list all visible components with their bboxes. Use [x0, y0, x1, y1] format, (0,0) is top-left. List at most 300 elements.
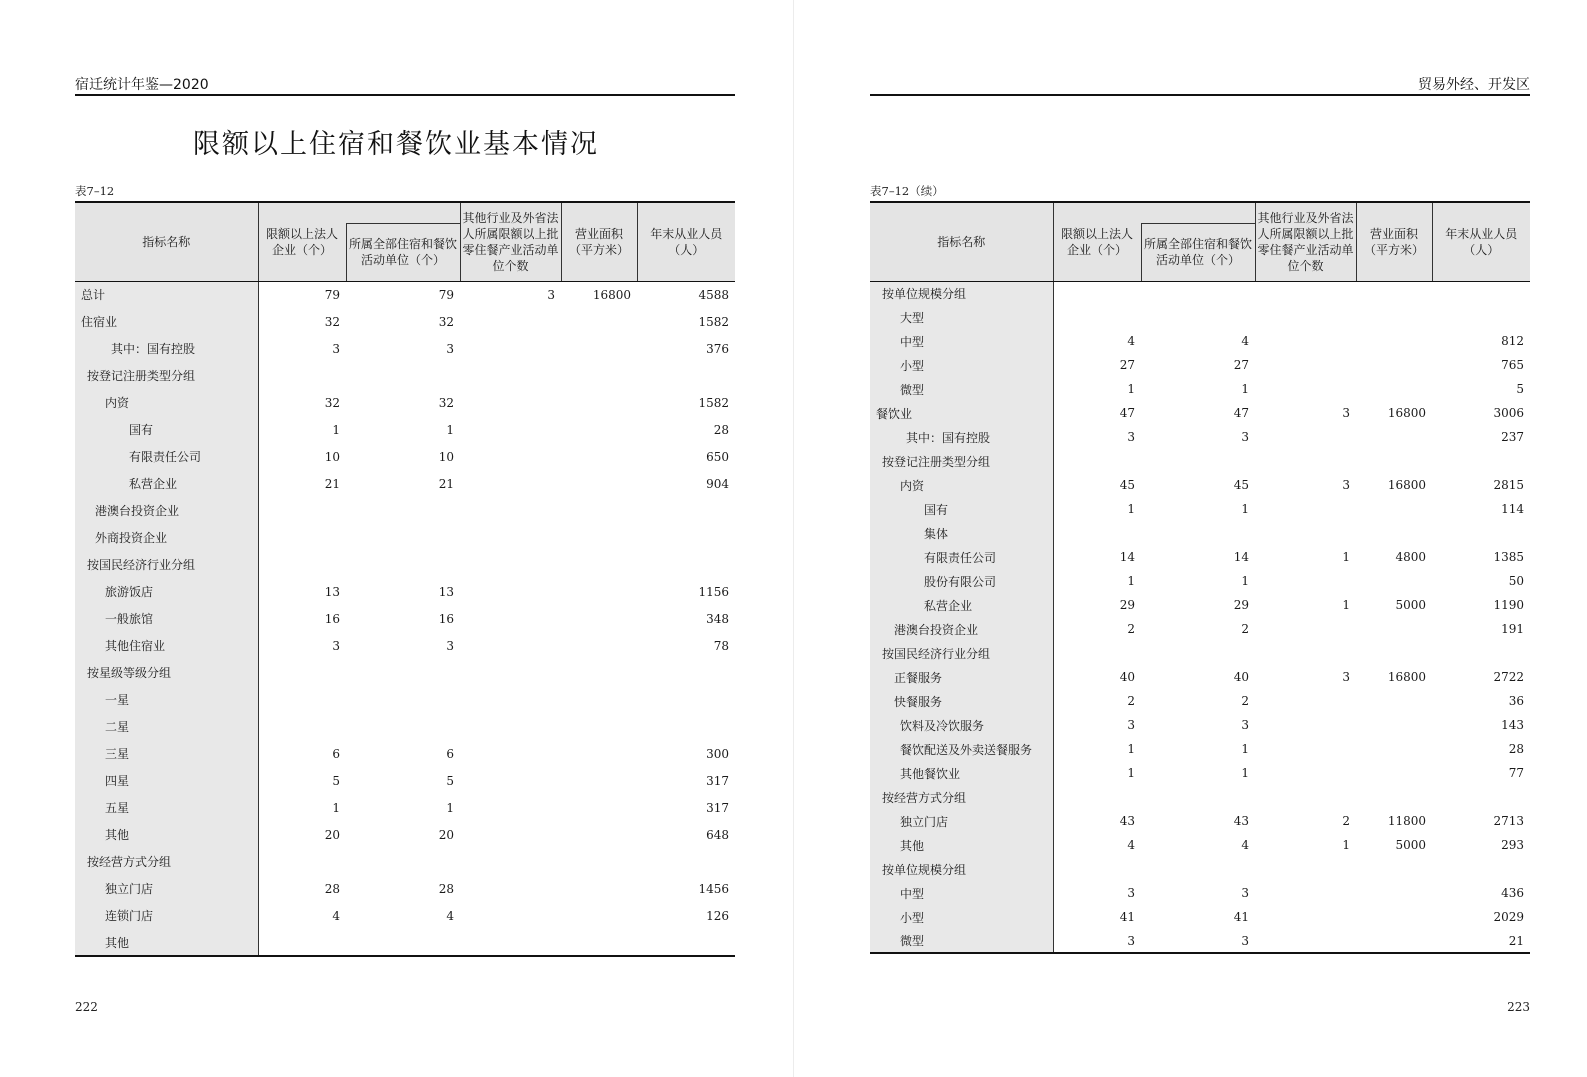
table-body: [870, 281, 1530, 953]
cell-enterprises: [258, 524, 346, 551]
cell-enterprises: [1053, 521, 1141, 545]
cell-enterprises: 14: [1119, 550, 1135, 564]
cell-area: [1356, 521, 1432, 545]
book-spine: [793, 0, 794, 1077]
row-label: 内资: [75, 389, 258, 416]
statistics-table: [75, 201, 735, 957]
cell-other: [1255, 497, 1356, 521]
cell-other: [460, 929, 561, 956]
cell-enterprises: 20: [324, 827, 340, 842]
row-label: 其他: [75, 929, 258, 956]
cell-staff: 1385: [1493, 550, 1524, 564]
cell-staff: 143: [1501, 718, 1524, 732]
row-label: 其中：国有控股: [870, 425, 1053, 449]
header-rule: [870, 94, 1530, 96]
cell-area: 5000: [1395, 598, 1426, 612]
cell-units: [346, 848, 460, 875]
table-row: [870, 281, 1530, 305]
cell-area: [561, 821, 637, 848]
cell-enterprises: 29: [1119, 598, 1135, 612]
table-row: [870, 905, 1530, 929]
cell-units: [1141, 521, 1255, 545]
cell-staff: 126: [706, 908, 729, 923]
cell-other: [1255, 353, 1356, 377]
cell-enterprises: 27: [1119, 358, 1135, 372]
cell-other: [1255, 641, 1356, 665]
cell-staff: 4588: [698, 287, 729, 302]
cell-units: 29: [1233, 598, 1249, 612]
cell-enterprises: 6: [332, 746, 340, 761]
cell-other: 1: [1342, 550, 1350, 564]
row-label: 正餐服务: [870, 665, 1053, 689]
cell-enterprises: 45: [1119, 478, 1135, 492]
cell-staff: [1432, 857, 1530, 881]
cell-area: [561, 308, 637, 335]
header-enterprises: 限额以上法人企业（个）: [258, 202, 346, 281]
cell-enterprises: 4: [1127, 838, 1135, 852]
table-body: [75, 281, 735, 956]
cell-enterprises: [258, 713, 346, 740]
cell-staff: 436: [1501, 886, 1524, 900]
cell-other: [1255, 617, 1356, 641]
row-label: 有限责任公司: [870, 545, 1053, 569]
cell-staff: [637, 524, 735, 551]
row-label: 按登记注册类型分组: [870, 449, 1053, 473]
table-row: [75, 794, 735, 821]
cell-enterprises: 2: [1127, 622, 1135, 636]
cell-other: [460, 470, 561, 497]
header-units: 所属全部住宿和餐饮活动单位（个）: [1141, 223, 1255, 281]
left-page: [75, 0, 735, 1077]
row-label: 旅游饭店: [75, 578, 258, 605]
cell-area: [561, 551, 637, 578]
cell-staff: [1432, 449, 1530, 473]
cell-units: 1: [446, 422, 454, 437]
cell-staff: 300: [706, 746, 729, 761]
table-row: [75, 470, 735, 497]
table-row: [870, 521, 1530, 545]
cell-units: 2: [1241, 622, 1249, 636]
row-label: 快餐服务: [870, 689, 1053, 713]
cell-area: [561, 578, 637, 605]
cell-units: 16: [438, 611, 454, 626]
cell-staff: 1582: [698, 395, 729, 410]
header-blank-cell: [346, 202, 460, 223]
row-label: 总计: [75, 281, 258, 308]
cell-enterprises: 4: [332, 908, 340, 923]
cell-units: [1141, 785, 1255, 809]
row-label: 住宿业: [75, 308, 258, 335]
cell-enterprises: 32: [324, 314, 340, 329]
header-other-units: 其他行业及外省法人所属限额以上批零住餐产业活动单位个数: [1255, 202, 1356, 281]
row-label: 港澳台投资企业: [870, 617, 1053, 641]
header-staff: 年末从业人员（人）: [637, 202, 735, 281]
row-label: 三星: [75, 740, 258, 767]
table-row: [75, 389, 735, 416]
cell-other: [460, 389, 561, 416]
cell-staff: 1156: [698, 584, 729, 599]
cell-units: 10: [438, 449, 454, 464]
cell-staff: 28: [1508, 742, 1524, 756]
cell-staff: 2713: [1493, 814, 1524, 828]
cell-other: 3: [547, 287, 555, 302]
cell-area: [1356, 569, 1432, 593]
cell-other: 3: [1342, 406, 1350, 420]
cell-area: [561, 605, 637, 632]
cell-enterprises: 3: [1053, 929, 1141, 953]
table-row: [870, 545, 1530, 569]
row-label: 按登记注册类型分组: [75, 362, 258, 389]
cell-enterprises: 3: [332, 638, 340, 653]
cell-staff: 2722: [1493, 670, 1524, 684]
header-enterprises: 限额以上法人企业（个）: [1053, 202, 1141, 281]
cell-enterprises: 1: [1127, 382, 1135, 396]
cell-enterprises: [1053, 641, 1141, 665]
row-label: 饮料及冷饮服务: [870, 713, 1053, 737]
table-row: [75, 902, 735, 929]
cell-enterprises: 79: [324, 287, 340, 302]
cell-enterprises: [1053, 449, 1141, 473]
header-rule: [75, 94, 735, 96]
cell-area: [1356, 329, 1432, 353]
cell-units: 3: [1241, 886, 1249, 900]
cell-staff: 2029: [1493, 910, 1524, 924]
cell-area: [1356, 929, 1432, 953]
cell-area: [1356, 305, 1432, 329]
cell-area: 5000: [1395, 838, 1426, 852]
table-row: [75, 686, 735, 713]
cell-staff: [637, 551, 735, 578]
cell-units: 3: [1241, 718, 1249, 732]
cell-other: [1255, 305, 1356, 329]
cell-enterprises: 21: [324, 476, 340, 491]
row-label: 其他住宿业: [75, 632, 258, 659]
header-area: 营业面积（平方米）: [561, 202, 637, 281]
row-label: 集体: [870, 521, 1053, 545]
table-row: [75, 821, 735, 848]
cell-units: 1: [1241, 382, 1249, 396]
cell-other: [460, 713, 561, 740]
cell-other: 1: [1342, 598, 1350, 612]
cell-enterprises: [1053, 857, 1141, 881]
row-label: 私营企业: [75, 470, 258, 497]
row-label: 按单位规模分组: [870, 281, 1053, 305]
cell-units: [346, 551, 460, 578]
cell-enterprises: 40: [1119, 670, 1135, 684]
cell-units: 47: [1233, 406, 1249, 420]
cell-other: [460, 551, 561, 578]
cell-enterprises: 1: [1127, 742, 1135, 756]
table-row: [75, 281, 735, 308]
cell-staff: [1432, 281, 1530, 305]
cell-enterprises: 28: [324, 881, 340, 896]
cell-staff: 650: [706, 449, 729, 464]
cell-area: [561, 416, 637, 443]
cell-area: [1356, 377, 1432, 401]
cell-units: 41: [1233, 910, 1249, 924]
cell-enterprises: 1: [332, 422, 340, 437]
cell-staff: 317: [706, 773, 729, 788]
cell-units: 2: [1241, 694, 1249, 708]
table-row: [75, 632, 735, 659]
cell-staff: 50: [1508, 574, 1524, 588]
page-number: 223: [1507, 1000, 1530, 1014]
cell-units: 32: [438, 314, 454, 329]
cell-other: [1255, 737, 1356, 761]
row-label: 五星: [75, 794, 258, 821]
table-row: [75, 929, 735, 956]
table-row: [75, 713, 735, 740]
cell-area: [561, 767, 637, 794]
cell-other: [1255, 425, 1356, 449]
cell-units: 4: [1241, 838, 1249, 852]
row-label: 中型: [870, 881, 1053, 905]
cell-area: 11800: [1387, 814, 1426, 828]
table-row: [75, 335, 735, 362]
header-units: 所属全部住宿和餐饮活动单位（个）: [346, 223, 460, 281]
header-staff: 年末从业人员（人）: [1432, 202, 1530, 281]
cell-staff: [637, 848, 735, 875]
row-label: 其中：国有控股: [75, 335, 258, 362]
cell-staff: [637, 686, 735, 713]
cell-enterprises: 10: [324, 449, 340, 464]
cell-units: 27: [1233, 358, 1249, 372]
row-label: 小型: [870, 353, 1053, 377]
row-label: 内资: [870, 473, 1053, 497]
cell-units: 3: [446, 341, 454, 356]
header-other-units: 其他行业及外省法人所属限额以上批零住餐产业活动单位个数: [460, 202, 561, 281]
cell-other: [460, 443, 561, 470]
table-row: [870, 449, 1530, 473]
cell-area: 16800: [1387, 670, 1426, 684]
cell-staff: [1432, 521, 1530, 545]
cell-area: [561, 470, 637, 497]
cell-enterprises: [1053, 281, 1141, 305]
row-label: 外商投资企业: [75, 524, 258, 551]
cell-area: [1356, 497, 1432, 521]
table-row: [870, 665, 1530, 689]
cell-units: [346, 524, 460, 551]
cell-enterprises: 1: [332, 800, 340, 815]
cell-area: [561, 524, 637, 551]
cell-units: [346, 362, 460, 389]
cell-enterprises: 3: [1127, 886, 1135, 900]
table-row: [870, 401, 1530, 425]
cell-staff: 812: [1501, 334, 1524, 348]
cell-units: 21: [438, 476, 454, 491]
cell-staff: 348: [706, 611, 729, 626]
cell-other: [460, 794, 561, 821]
cell-enterprises: 32: [324, 395, 340, 410]
running-head: 宿迁统计年鉴—2020: [75, 77, 209, 93]
cell-area: [561, 389, 637, 416]
cell-units: [346, 713, 460, 740]
cell-staff: 114: [1501, 502, 1524, 516]
cell-enterprises: [258, 848, 346, 875]
cell-area: [561, 497, 637, 524]
cell-staff: [637, 929, 735, 956]
row-label: 按国民经济行业分组: [75, 551, 258, 578]
table-row: [870, 689, 1530, 713]
cell-other: [1255, 449, 1356, 473]
cell-other: [460, 362, 561, 389]
table-row: [870, 929, 1530, 953]
cell-other: [1255, 713, 1356, 737]
row-label: 按星级等级分组: [75, 659, 258, 686]
cell-area: [561, 875, 637, 902]
row-label: 微型: [870, 377, 1053, 401]
cell-area: [561, 794, 637, 821]
cell-area: [1356, 905, 1432, 929]
table-label: 表7–12（续）: [870, 184, 944, 198]
table-row: [870, 857, 1530, 881]
cell-staff: 78: [713, 638, 729, 653]
header-indicator: 指标名称: [75, 202, 258, 281]
cell-enterprises: 2: [1127, 694, 1135, 708]
table-row: [870, 761, 1530, 785]
cell-area: [1356, 425, 1432, 449]
cell-staff: 1456: [698, 881, 729, 896]
cell-area: [1356, 881, 1432, 905]
cell-area: [1356, 857, 1432, 881]
cell-staff: 77: [1508, 766, 1524, 780]
cell-units: [1141, 857, 1255, 881]
table-row: [870, 881, 1530, 905]
cell-other: [460, 605, 561, 632]
row-label: 一般旅馆: [75, 605, 258, 632]
cell-staff: 765: [1501, 358, 1524, 372]
table-row: [75, 875, 735, 902]
cell-other: [460, 632, 561, 659]
cell-other: [460, 767, 561, 794]
row-label: 餐饮配送及外卖送餐服务: [870, 737, 1053, 761]
cell-units: 3: [1141, 929, 1255, 953]
cell-units: 1: [1241, 742, 1249, 756]
header-blank-cell: [1141, 202, 1255, 223]
right-page: [870, 0, 1530, 1077]
row-label: 按单位规模分组: [870, 857, 1053, 881]
cell-staff: 904: [706, 476, 729, 491]
row-label: 独立门店: [870, 809, 1053, 833]
table-row: [870, 713, 1530, 737]
cell-units: 40: [1233, 670, 1249, 684]
page-number: 222: [75, 1000, 98, 1014]
cell-other: [460, 416, 561, 443]
cell-area: [561, 713, 637, 740]
table-row: [870, 305, 1530, 329]
cell-area: [561, 362, 637, 389]
cell-staff: 21: [1432, 929, 1530, 953]
row-label: 四星: [75, 767, 258, 794]
cell-enterprises: [1053, 785, 1141, 809]
table-row: [75, 848, 735, 875]
row-label: 按经营方式分组: [870, 785, 1053, 809]
table-row: [870, 425, 1530, 449]
cell-enterprises: [258, 497, 346, 524]
cell-units: 45: [1233, 478, 1249, 492]
cell-other: [460, 335, 561, 362]
cell-other: [1255, 905, 1356, 929]
cell-other: [460, 308, 561, 335]
cell-area: [1356, 737, 1432, 761]
cell-area: [561, 659, 637, 686]
cell-other: [1255, 857, 1356, 881]
cell-other: [460, 524, 561, 551]
cell-units: 13: [438, 584, 454, 599]
cell-area: [1356, 641, 1432, 665]
page-title: 限额以上住宿和餐饮业基本情况: [193, 129, 599, 160]
table-row: [75, 767, 735, 794]
cell-enterprises: [258, 551, 346, 578]
cell-units: 1: [1241, 766, 1249, 780]
cell-staff: 1582: [698, 314, 729, 329]
table-row: [75, 362, 735, 389]
cell-other: [460, 740, 561, 767]
cell-units: 79: [438, 287, 454, 302]
cell-enterprises: [1053, 305, 1141, 329]
table-row: [75, 443, 735, 470]
table-row: [75, 740, 735, 767]
table-row: [870, 377, 1530, 401]
cell-staff: 191: [1501, 622, 1524, 636]
cell-staff: 2815: [1493, 478, 1524, 492]
table-row: [75, 416, 735, 443]
table-row: [870, 833, 1530, 857]
cell-area: [1356, 785, 1432, 809]
running-head: 贸易外经、开发区: [1418, 77, 1530, 93]
cell-other: [460, 578, 561, 605]
row-label: 微型: [870, 929, 1053, 953]
row-label: 国有: [870, 497, 1053, 521]
cell-other: [1255, 929, 1356, 953]
cell-enterprises: 16: [324, 611, 340, 626]
row-label: 其他餐饮业: [870, 761, 1053, 785]
cell-area: [561, 686, 637, 713]
table-row: [870, 473, 1530, 497]
row-label: 大型: [870, 305, 1053, 329]
table-row: [870, 329, 1530, 353]
table-row: [75, 551, 735, 578]
cell-staff: [637, 713, 735, 740]
cell-staff: 5: [1516, 382, 1524, 396]
cell-units: 32: [438, 395, 454, 410]
header-indicator: 指标名称: [870, 202, 1053, 281]
cell-enterprises: [258, 929, 346, 956]
cell-area: [561, 929, 637, 956]
cell-other: 1: [1342, 838, 1350, 852]
cell-units: [346, 686, 460, 713]
cell-other: [1255, 377, 1356, 401]
cell-enterprises: 13: [324, 584, 340, 599]
cell-other: [1255, 785, 1356, 809]
table-row: [870, 569, 1530, 593]
cell-other: [1255, 329, 1356, 353]
cell-area: [561, 848, 637, 875]
cell-units: 5: [446, 773, 454, 788]
cell-staff: [637, 659, 735, 686]
cell-units: 1: [1241, 502, 1249, 516]
row-label: 其他: [75, 821, 258, 848]
cell-area: [561, 632, 637, 659]
row-label: 二星: [75, 713, 258, 740]
table-row: [870, 593, 1530, 617]
table-row: [870, 353, 1530, 377]
cell-area: [1356, 617, 1432, 641]
header-area: 营业面积（平方米）: [1356, 202, 1432, 281]
cell-enterprises: [258, 659, 346, 686]
cell-units: [346, 659, 460, 686]
cell-staff: [1432, 641, 1530, 665]
